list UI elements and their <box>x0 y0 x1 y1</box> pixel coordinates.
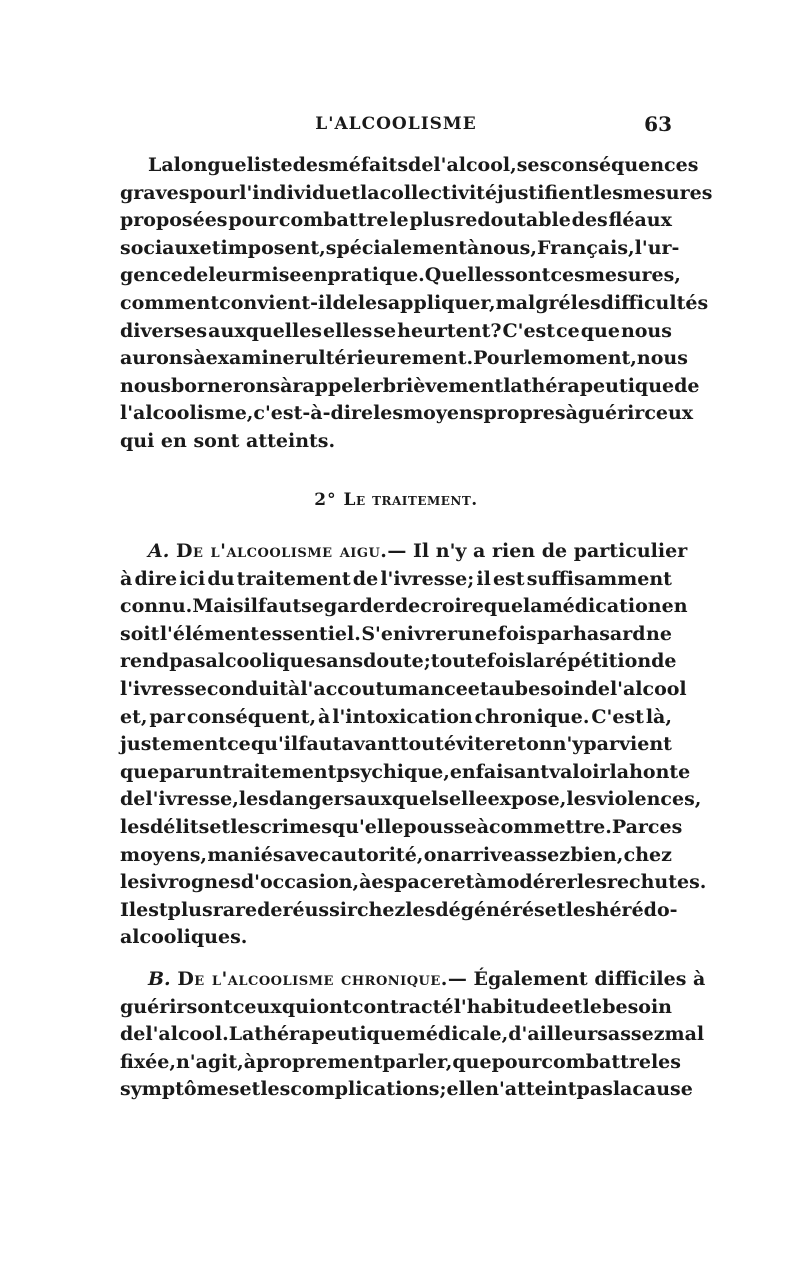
text-line: alcooliques. <box>120 926 248 949</box>
text-line: qui en sont atteints. <box>120 429 336 452</box>
text-fragment: — Également difficiles à <box>447 968 706 990</box>
section-title: Le traitement. <box>343 490 478 510</box>
text-line: graves pour l'individu et la collectivité justifient les mesures <box>120 181 713 204</box>
subsection-heading: De l'alcoolisme aigu. <box>175 540 388 562</box>
text-line: moyens, maniés avec autorité, on arrive assez bien, chez <box>120 843 672 866</box>
text-line: rend pas alcoolique sans doute; toutefois la répétition de <box>120 650 677 673</box>
text-line: connu. Mais il faut se garder de croire que la médication en <box>120 595 688 618</box>
section-number: 2° <box>314 490 337 510</box>
text-line: La longue liste des méfaits de l'alcool, ses conséquences <box>148 154 699 176</box>
subsection-heading: De l'alcoolisme chronique. <box>177 968 448 990</box>
text-line: sociaux et imposent, spécialement à nous, Français, l'ur- <box>120 236 680 259</box>
text-line: nous bornerons à rappeler brièvement la thérapeutique de <box>120 374 700 397</box>
text-line: les ivrognes d'occasion, à espacer et à modérer les rechutes. <box>120 871 707 894</box>
text-line: de l'alcool. La thérapeutique médicale, d'ailleurs assez mal <box>120 1023 705 1046</box>
paragraph-2-first-line <box>120 538 688 566</box>
page-number: 63 <box>644 112 672 136</box>
text-line: et, par conséquent, à l'intoxication chronique. C'est là, <box>120 705 672 728</box>
text-line: diverses auxquelles elles se heurtent? C'est ce que nous <box>120 319 672 342</box>
paragraph-3-first-line <box>120 966 706 994</box>
text-line: l'alcoolisme, c'est-à-dire les moyens propres à guérir ceux <box>120 402 694 425</box>
text-line: Il est plus rare de réussir chez les dégénérés et les hérédo- <box>120 898 678 921</box>
text-line: symptômes et les complications ; elle n'atteint pas la cause <box>120 1078 693 1101</box>
paragraph-3 <box>120 966 706 1104</box>
text-line: de l'ivresse, les dangers auxquels elle expose, les violences, <box>120 788 702 811</box>
text-line: gence de leur mise en pratique. Quelles sont ces mesures, <box>120 264 681 287</box>
text-line: fixée, n'agit, à proprement parler, que pour combattre les <box>120 1050 681 1073</box>
running-title: L'ALCOOLISME <box>315 114 477 134</box>
subsection-label: B. <box>148 968 171 990</box>
text-line: à dire ici du traitement de l'ivresse; il est suffisamment <box>120 567 672 590</box>
page-header <box>120 114 672 140</box>
text-fragment: — Il n'y a rien de particulier <box>387 540 688 562</box>
paragraph-2 <box>120 538 707 952</box>
text-line: guérir sont ceux qui ont contracté l'habitude et le besoin <box>120 995 672 1018</box>
text-line: les délits et les crimes qu'elle pousse à commettre. Par ces <box>120 815 683 838</box>
text-line: que par un traitement psychique, en faisant valoir la honte <box>120 760 691 783</box>
text-line: comment convient-il de les appliquer, malgré les difficultés <box>120 291 709 314</box>
text-line: proposées pour combattre le plus redoutable des fléaux <box>120 209 672 232</box>
subsection-label: A. <box>148 540 170 562</box>
section-heading <box>120 490 672 510</box>
text-line: justement ce qu'il faut avant tout éviter et on n'y parvient <box>120 733 672 756</box>
paragraph-1 <box>120 152 713 456</box>
text-line: l'ivresse conduit à l'accoutumance et au besoin de l'alcool <box>120 677 687 700</box>
text-line: aurons à examiner ultérieurement. Pour le moment, nous <box>120 347 688 370</box>
text-line: soit l'élément essentiel. S'enivrer une fois par hasard ne <box>120 622 672 645</box>
